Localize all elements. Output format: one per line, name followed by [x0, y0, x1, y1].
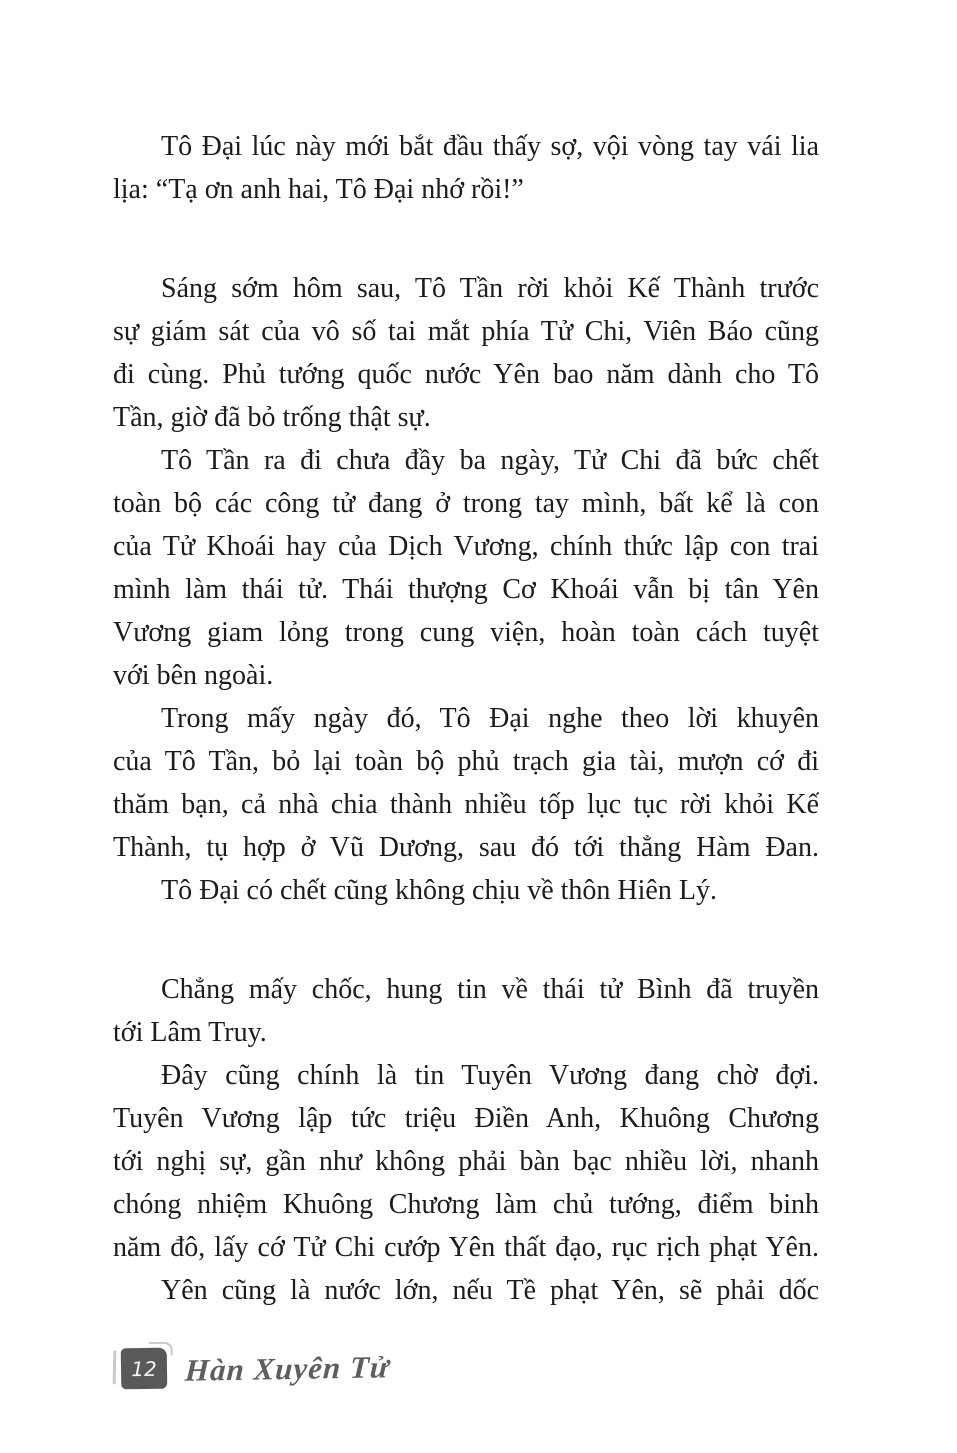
text-line: Vương giam lỏng trong cung viện, hoàn toàn cách tuyệt — [113, 617, 819, 648]
paragraph — [113, 869, 819, 912]
text-line: Tần, giờ đã bỏ trống thật sự. — [113, 402, 431, 433]
text-line: tới Lâm Truy. — [113, 1017, 267, 1048]
text-line: Sáng sớm hôm sau, Tô Tần rời khỏi Kế Thành trước — [161, 273, 819, 304]
paragraph — [113, 1054, 819, 1269]
paragraph — [113, 439, 819, 697]
text-line: Trong mấy ngày đó, Tô Đại nghe theo lời khuyên — [161, 703, 819, 734]
text-line: Tô Tần ra đi chưa đầy ba ngày, Tử Chi đã bức chết — [161, 445, 819, 476]
page-number: 12 — [131, 1356, 157, 1381]
text-line: sự giám sát của vô số tai mắt phía Tử Chi, Viên Báo cũng — [113, 316, 819, 347]
text-column — [113, 125, 819, 1312]
paragraph — [113, 697, 819, 869]
text-line: Tô Đại lúc này mới bắt đầu thấy sợ, vội vòng tay vái lia — [161, 131, 819, 162]
text-line: tới nghị sự, gần như không phải bàn bạc nhiều lời, nhanh — [113, 1146, 819, 1177]
text-line: toàn bộ các công tử đang ở trong tay mình, bất kể là con — [113, 488, 819, 519]
text-line: Đây cũng chính là tin Tuyên Vương đang chờ đợi. — [161, 1060, 819, 1091]
paragraph — [113, 1269, 819, 1312]
page-number-stamp — [121, 1348, 168, 1390]
text-line: của Tô Tần, bỏ lại toàn bộ phủ trạch gia tài, mượn cớ đi — [113, 746, 819, 777]
text-line: Yên cũng là nước lớn, nếu Tề phạt Yên, sẽ phải dốc — [161, 1275, 819, 1306]
text-line: Thành, tụ hợp ở Vũ Dương, sau đó tới thẳng Hàm Đan. — [113, 832, 819, 863]
paragraph — [113, 125, 819, 211]
paragraph — [113, 968, 819, 1054]
paragraph — [113, 267, 819, 439]
text-line: của Tử Khoái hay của Dịch Vương, chính thức lập con trai — [113, 531, 819, 562]
text-line: Tô Đại có chết cũng không chịu về thôn Hiên Lý. — [161, 875, 717, 906]
text-line: Tuyên Vương lập tức triệu Điền Anh, Khuông Chương — [113, 1103, 819, 1134]
text-line: mình làm thái tử. Thái thượng Cơ Khoái vẫn bị tân Yên — [113, 574, 819, 605]
text-line: với bên ngoài. — [113, 660, 274, 691]
text-line: lịa: “Tạ ơn anh hai, Tô Đại nhớ rồi!” — [113, 174, 524, 205]
page-footer — [121, 1348, 390, 1389]
text-line: thăm bạn, cả nhà chia thành nhiều tốp lục tục rời khỏi Kế — [113, 789, 819, 820]
text-line: Chẳng mấy chốc, hung tin về thái tử Bình đã truyền — [161, 974, 819, 1005]
text-line: đi cùng. Phủ tướng quốc nước Yên bao năm dành cho Tô — [113, 359, 819, 390]
text-line: năm đô, lấy cớ Tử Chi cướp Yên thất đạo, rục rịch phạt Yên. — [113, 1232, 819, 1263]
text-line: chóng nhiệm Khuông Chương làm chủ tướng, điểm binh — [113, 1189, 819, 1220]
book-title-logo: Hàn Xuyên Tử — [184, 1348, 391, 1388]
